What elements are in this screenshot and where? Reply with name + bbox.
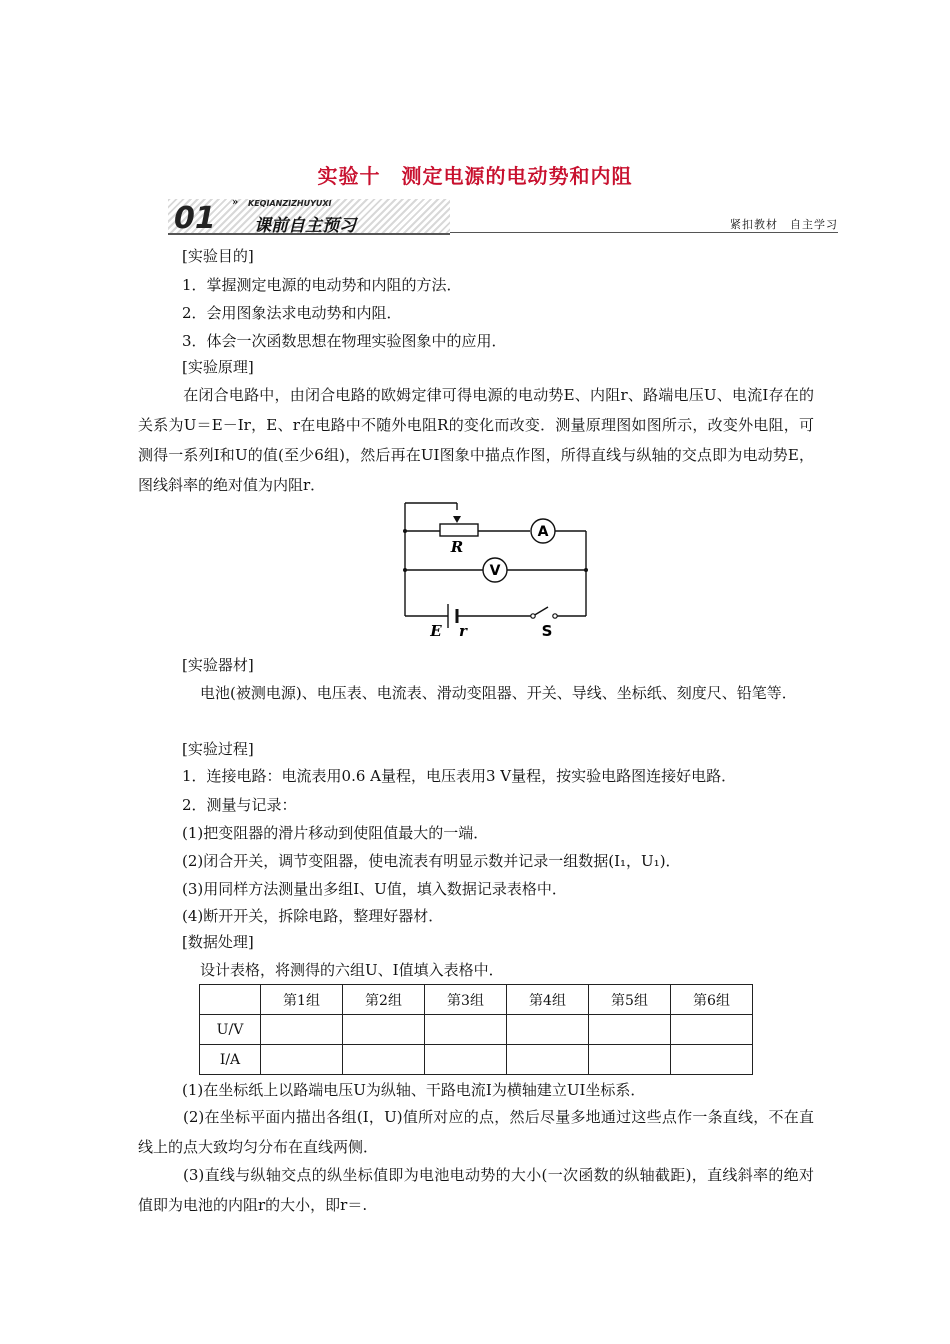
equipment-heading: [实验器材] (182, 656, 254, 674)
banner-number: 01 (174, 201, 216, 236)
processing-step: (1)在坐标纸上以路端电压U为纵轴、干路电流I为横轴建立UI坐标系． (182, 1081, 646, 1099)
table-cell (671, 1015, 753, 1045)
table-column-header: 第2组 (343, 985, 425, 1015)
table-column-header: 第3组 (425, 985, 507, 1015)
banner-subtitle: 紧扣教材 自主学习 (730, 218, 838, 231)
voltmeter-label: V (489, 563, 501, 579)
purpose-item: 3．体会一次函数思想在物理实验图象中的应用． (182, 332, 507, 350)
principle-heading: [实验原理] (182, 358, 254, 376)
data-table (199, 984, 753, 1075)
emf-label: E (430, 622, 442, 640)
purpose-item: 2．会用图象法求电动势和内阻． (182, 304, 402, 322)
table-cell (261, 1045, 343, 1075)
circuit-diagram (395, 498, 595, 648)
table-column-header: 第5组 (589, 985, 671, 1015)
table-cell (589, 1045, 671, 1075)
banner-pinyin: KEQIANZIZHUYUXI (248, 199, 332, 208)
table-cell (507, 1045, 589, 1075)
processing-step-body: (2)在坐标平面内描出各组(I，U)值所对应的点，然后尽量多地通过这些点作一条直线，不在直线上的点大致均匀分布在直线两侧． (138, 1108, 814, 1156)
table-cell (343, 1045, 425, 1075)
table-corner (200, 985, 261, 1015)
table-row (200, 1045, 753, 1075)
purpose-item: 1．掌握测定电源的电动势和内阻的方法． (182, 276, 462, 294)
table-column-header: 第1组 (261, 985, 343, 1015)
table-cell (425, 1015, 507, 1045)
processing-step-body: (3)直线与纵轴交点的纵坐标值即为电池电动势的大小(一次函数的纵轴截距)，直线斜率的绝对值即为电池的内阻r的大小，即r＝. (138, 1166, 814, 1214)
equipment-body: 电池(被测电源)、电压表、电流表、滑动变阻器、开关、导线、坐标纸、刻度尺、铅笔等． (200, 684, 797, 702)
table-row (200, 1015, 753, 1045)
procedure-item: (2)闭合开关，调节变阻器，使电流表有明显示数并记录一组数据(I₁，U₁)． (182, 852, 681, 870)
table-row-header: U/V (200, 1015, 261, 1045)
table-cell (507, 1015, 589, 1045)
procedure-item: (4)断开开关，拆除电路，整理好器材． (182, 907, 444, 925)
section-banner (168, 197, 838, 237)
table-cell (261, 1015, 343, 1045)
resistor-label: R (450, 538, 464, 556)
procedure-item: 1．连接电路：电流表用0.6 A量程，电压表用3 V量程，按实验电路图连接好电路． (182, 767, 737, 785)
banner-rule (450, 232, 838, 233)
internal-resistance-label: r (459, 622, 467, 640)
table-cell (671, 1045, 753, 1075)
table-column-header: 第4组 (507, 985, 589, 1015)
principle-body: 在闭合电路中，由闭合电路的欧姆定律可得电源的电动势E、内阻r、路端电压U、电流I存在的关系为U＝E－Ir，E、r在电路中不随外电阻R的变化而改变．测量原理图如图所示，改变外电阻，可测得一系列I和U的值(至少6组)，然后再在UI图象中描点作图，所得直线与纵轴的交点即为电动势E，图线斜率的绝对值为内阻r． (138, 386, 814, 494)
procedure-item: 2．测量与记录： (182, 796, 297, 814)
banner-label: 课前自主预习 (254, 216, 356, 236)
table-column-header: 第6组 (671, 985, 753, 1015)
ammeter-label: A (537, 524, 549, 540)
procedure-item: (1)把变阻器的滑片移动到使阻值最大的一端． (182, 824, 489, 842)
equipment-text (138, 678, 814, 708)
processing-step-2 (138, 1102, 814, 1162)
table-cell (425, 1045, 507, 1075)
purpose-heading: [实验目的] (182, 247, 254, 265)
principle-text (138, 380, 814, 500)
table-cell (589, 1015, 671, 1045)
processing-step-3 (138, 1160, 814, 1220)
table-cell (343, 1015, 425, 1045)
page-title: 实验十 测定电源的电动势和内阻 (317, 164, 633, 188)
table-header-row (200, 985, 753, 1015)
processing-heading: [数据处理] (182, 933, 254, 951)
processing-intro: 设计表格，将测得的六组U、I值填入表格中． (200, 961, 504, 979)
procedure-heading: [实验过程] (182, 740, 254, 758)
switch-label: S (541, 622, 553, 640)
table-row-header: I/A (200, 1045, 261, 1075)
procedure-item: (3)用同样方法测量出多组I、U值，填入数据记录表格中． (182, 880, 567, 898)
double-chevron-icon: » (232, 197, 239, 208)
